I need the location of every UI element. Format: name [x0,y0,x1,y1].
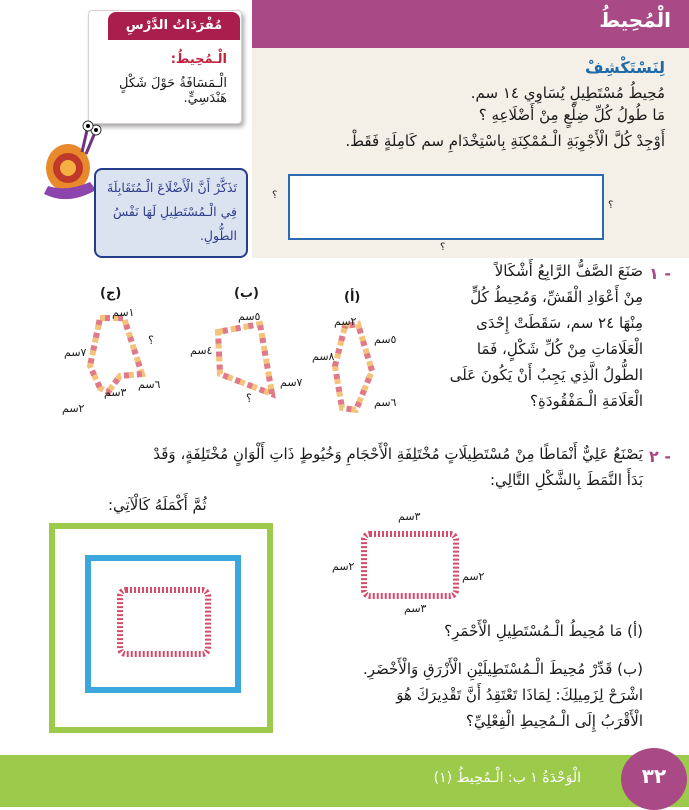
problem-1-line: مِنْهَا ٢٤ سم، سَقَطَتْ إِحْدَى [476,314,643,332]
shape-c-length: ٣سم [104,386,127,399]
vocabulary-term: الْـمُحِيطُ: [170,52,227,67]
red-rect-length: ٣سم [398,510,421,523]
unit-label: الْوَحْدَةُ ١ ب: الْـمُحِيطُ (١) [433,770,581,786]
shape-c-label: (ج) [100,286,122,301]
red-rect-length: ٢سم [332,560,355,573]
shape-b-length: ؟ [246,392,252,405]
explore-line: مَا طُولُ كُلِّ ضِلْعٍ مِنْ أَضْلَاعِهِ ؟ [478,106,665,124]
problem-1-line: الْعَلَامَاتِ مِنْ كُلِّ شَكْلٍ، فَمَا [476,340,643,358]
red-rect-length: ٣سم [404,602,427,615]
problem-1-line: صَنَعَ الصَّفُّ الرَّابِعُ أَشْكَالاً [494,262,643,280]
shape-c-length: ؟ [148,334,154,347]
explore-line: أَوْجِدْ كُلَّ الْأَجْوِبَةِ الْـمُمْكِنَةِ بِاسْتِخْدَامِ سم كَامِلَةٍ فَقَطْ. [345,132,665,150]
shape-b-length: ٥سم [238,310,261,323]
shape-b-length: ٤سم [190,344,213,357]
shape-c-length: ٦سم [138,378,161,391]
box-question-mark: ؟ [608,200,614,211]
problem-1-line: مِنْ أَعْوَادِ الْقَشِّ، وَمُحِيطُ كُلٍّ [470,288,643,306]
problem-1-number: ١ - [649,264,671,283]
footer-band [0,755,689,807]
shape-a-pink [335,324,372,410]
red-rect-length: ٢سم [462,570,485,583]
shape-a-length: ٦سم [374,396,397,409]
problem-1-line: الْعَلَامَةِ الْـمَفْقُودَةِ؟ [530,392,643,410]
vocabulary-definition: الْـمَسَافَةُ حَوْلَ شَكْلٍ هَنْدَسِيٍّ. [118,76,227,106]
shape-a-length: ٨سم [312,350,335,363]
explore-line: مُحِيطُ مُسْتَطِيلٍ يُسَاوِي ١٤ سم. [470,84,665,102]
reminder-text: تَذَكَّرْ أَنَّ الْأَضْلَاعَ الْـمُتَقَابِلَةَ فِي الْـمُسْتَطِيلِ لَهَا نَفْسُ الطُّولِ. [107,180,237,243]
snail-illustration [38,120,102,206]
part-a-question: (أ) مَا مُحِيطُ الْـمُسْتَطِيلِ الْأَحْمَرِ؟ [444,622,643,640]
shape-a-length: ٢سم [334,315,357,328]
nested-rectangles [46,520,276,736]
explore-heading: لِنَسْتَكْشِفْ [585,58,665,77]
vocabulary-title: مُفْرَدَاتُ الدَّرْسِ [108,12,240,40]
part-b-line: اشْرَحْ لِزَمِيلِكَ: لِمَاذَا تَعْتَقِدُ أَنَّ تَقْدِيرَكَ هُوَ [396,686,643,704]
box-question-mark: ؟ [272,190,278,201]
red-rectangle [360,530,460,600]
shape-b-length: ٧سم [280,376,303,389]
problem-1-line: الطُّولُ الَّذِي يَجِبُ أَنْ يَكُونَ عَلَى [449,366,643,384]
shape-c-length: ٧سم [64,346,87,359]
shape-a-label: (أ) [344,290,361,305]
shape-b [218,324,272,394]
box-question-mark: ؟ [440,242,446,253]
header-band [252,0,689,48]
answer-box[interactable] [288,174,604,240]
problem-2-line: يَصْنَعُ عَلِيٌّ أَنْمَاطًا مِنْ مُسْتَطِيلَاتٍ مُخْتَلِفَةِ الْأَحْجَامِ وَخُيُوطٍ ذَاتِ أَلْوَانٍ مُخْتَلِفَةٍ، وَقَدْ [153,445,643,463]
page-number: ٣٢ [641,764,667,788]
then-complete-label: ثُمَّ أَكْمَلَهُ كَالْآتِي: [108,496,207,514]
shape-a-length: ٥سم [374,333,397,346]
shape-c-length: ٢سم [62,402,85,415]
problem-2-number: ٢ - [649,447,671,466]
part-b-line: الْأَقْرَبُ إِلَى الْـمُحِيطِ الْفِعْلِيِّ؟ [465,712,643,730]
shape-c-length: ١سم [112,306,135,319]
part-b-line: (ب) قَدِّرْ مُحِيطَ الْـمُسْتَطِيلَيْنِ الْأَزْرَقِ وَالْأَخْضَرِ. [362,660,643,678]
shape-b-label: (ب) [234,286,259,301]
page-title: الْمُحِيطُ [599,8,671,32]
problem-2-line: بَدَأَ النَّمَطَ بِالشَّكْلِ التَّالِي: [490,471,643,489]
